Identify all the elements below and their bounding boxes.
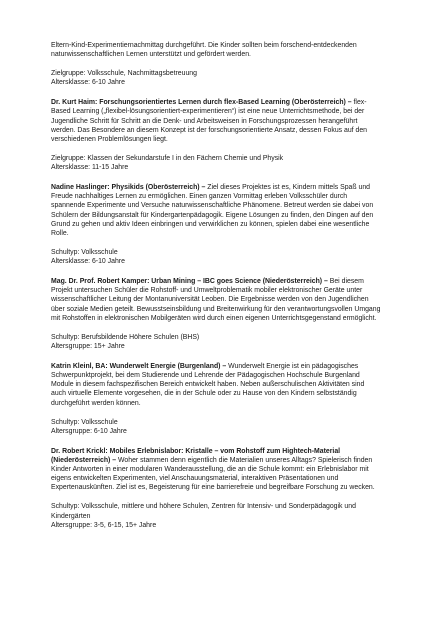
entry-haslinger [51, 183, 381, 238]
intro-target-group: Zielgruppe: Volksschule, Nachmittagsbetreuung [51, 70, 197, 78]
entry-meta [51, 418, 381, 436]
entry-kamper [51, 277, 381, 323]
entry-title: Dr. Kurt Haim: Forschungsorientiertes Lernen durch flex-Based Learning (Oberösterreich) – [51, 99, 352, 107]
entry-school-type: Schultyp: Volksschule, mittlere und höhere Schulen, Zentren für Intensiv- und Sonderpädagogik und Kindergärten [51, 503, 356, 520]
entry-meta [51, 333, 381, 351]
intro-age-class: Altersklasse: 6-10 Jahre [51, 79, 125, 87]
entry-title: Nadine Haslinger: Physikids (Oberösterreich) – [51, 184, 206, 192]
entry-target-group: Zielgruppe: Klassen der Sekundarstufe I in den Fächern Chemie und Physik [51, 155, 284, 163]
entry-age-class: Altersklasse: 6-10 Jahre [51, 258, 125, 266]
entry-meta [51, 248, 381, 266]
entry-title: Mag. Dr. Prof. Robert Kamper: Urban Mining – IBC goes Science (Niederösterreich) – [51, 278, 328, 286]
entry-meta [51, 502, 381, 530]
entry-school-type: Schultyp: Volksschule [51, 249, 118, 257]
entry-body: Woher stammen denn eigentlich die Materialien unseres Alltags? Spielerisch finden Kinder Antworten in einer modularen Wanderausstellung, die an die Schule kommt: ein Erlebnislabor mit eigens entwickelten Experimenten, viel Anschauungsmaterial, interaktiven Präsentationen und Expertenauskünften. Ziel ist es, Begeisterung für eine barrierefreie und begreifbare Forschung zu wecken. [51, 456, 375, 492]
intro-paragraph: Eltern-Kind-Experimentiernachmittag durchgeführt. Die Kinder sollten beim forschend-entdeckenden naturwissenschaftlichen Lernen unterstützt und gefördert werden. [51, 42, 357, 59]
entry-age-group: Altersgruppe: 15+ Jahre [51, 343, 125, 351]
intro-meta [51, 69, 381, 87]
entry-age-group: Altersgruppe: 6-10 Jahre [51, 427, 127, 435]
entry-kleinl [51, 362, 381, 408]
entry-body: Bei diesem Projekt untersuchen Schüler die Rohstoff- und Umweltproblematik mobiler elektronischer Geräte unter wissenschaftlicher Leitung der Montanuniversität Leoben. Die Ergebnisse werden von den Jugendlichen über soziale Medien geteilt. Bewusstseinsbildung und Breitenwirkung für den verantwortungsvollen Umgang mit Rohstoffen in elektronischen Mobilgeräten wird durch einen eigenen Unterrichtsgegenstand ermöglicht. [51, 278, 381, 322]
entry-school-type: Schultyp: Volksschule [51, 418, 118, 426]
entry-age-class: Altersklasse: 11-15 Jahre [51, 164, 129, 172]
entry-haim [51, 98, 381, 144]
entry-body: Ziel dieses Projektes ist es, Kindern mittels Spaß und Freude nachhaltiges Lernen zu ermöglichen. Einen ganzen Vormittag erleben Volksschüler durch spannende Experimente und Versuche naturwissenschaftliche Phänomene. Betreut werden sie dabei von Schülern der Bildungsanstalt für Kindergartenpädagogik. Eigene Lösungen zu finden, den Dingen auf den Grund zu gehen und aktiv Ideen einbringen und verwirklichen zu können, spielen dabei eine wesentliche Rolle. [51, 184, 374, 238]
entry-body: Wunderwelt Energie ist ein pädagogisches Schwerpunktprojekt, bei dem Studierende und Lehrende der Pädagogischen Hochschule Burgenland Module in diesem fachspezifischen Bereich entwickelt haben. Neben außerschulischen Aktivitäten sind auch virtuelle Elemente vorgesehen, die in der Schule oder zu Hause von den Kindern selbstständig durchgeführt werden können. [51, 362, 365, 407]
entry-title: Dr. Robert Krickl: Mobiles Erlebnislabor: Kristalle – vom Rohstoff zum Hightech-Material (Niederösterreich) – [51, 447, 341, 464]
entry-body: flex-Based Learning („flexibel-lösungsorientiert-experimentieren“) ist eine neue Unterrichtsmethode, bei der Jugendliche Schritt für Schritt an die Denk- und Arbeitsweisen in Forschungsprozessen herangeführt werden. Das Besondere an diesem Konzept ist der forschungsorientierte Ansatz, dessen Fokus auf den verschiedenen Problemlösungen liegt. [51, 99, 368, 144]
entry-title: Katrin Kleinl, BA: Wunderwelt Energie (Burgenland) – [51, 362, 227, 370]
entry-school-type: Schultyp: Berufsbildende Höhere Schulen (BHS) [51, 333, 200, 341]
entry-age-group: Altersgruppe: 3-5, 6-15, 15+ Jahre [51, 521, 157, 529]
entry-meta [51, 154, 381, 172]
entry-krickl [51, 447, 381, 493]
